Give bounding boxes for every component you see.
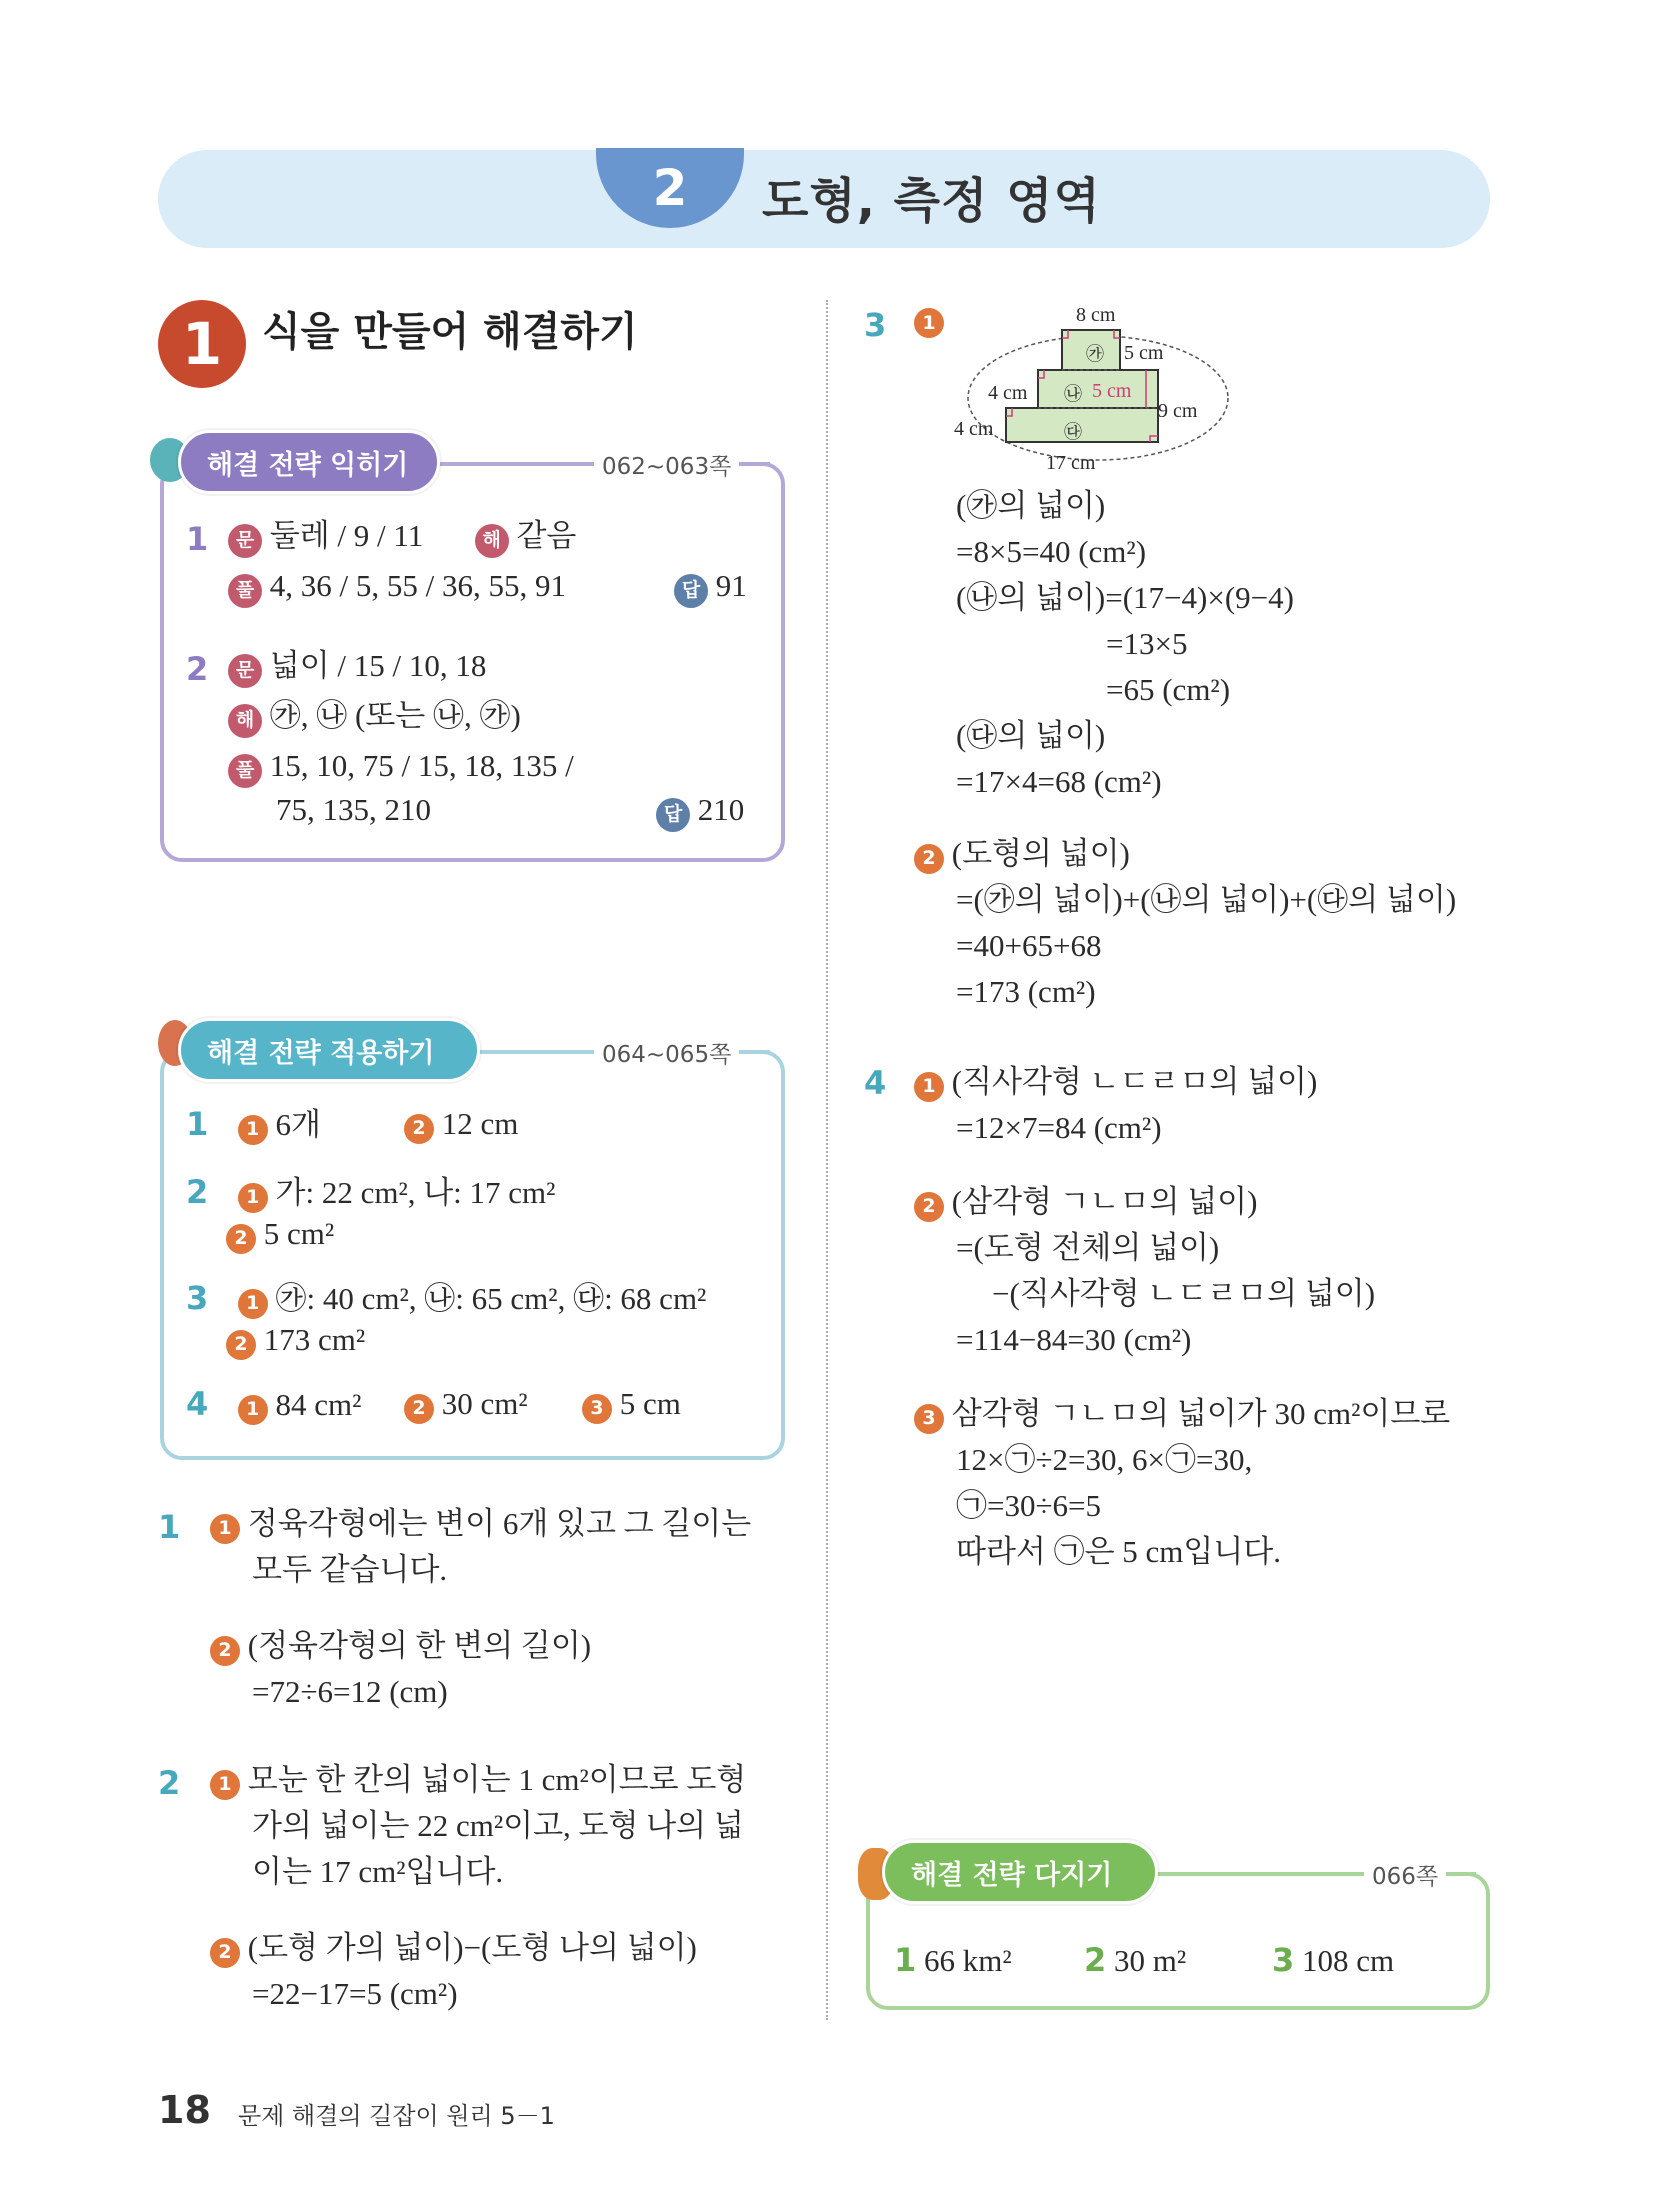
answer-row (186, 1173, 556, 1213)
answer-row (228, 750, 574, 788)
step-number: 1 (238, 1183, 268, 1213)
step-number: 2 (404, 1114, 434, 1144)
solution-text: (삼각형 ㄱㄴㅁ의 넓이) (951, 1184, 1258, 1219)
answer-row (226, 1324, 365, 1360)
answer-row (186, 1105, 321, 1145)
region-label: ㉯ (1064, 384, 1082, 405)
box-label: 해결 전략 적용하기 (178, 1018, 480, 1082)
answer-row (228, 700, 521, 738)
answer-row (404, 1388, 528, 1424)
answer-text: ㉮: 40 cm², ㉯: 65 cm², ㉰: 68 cm² (275, 1281, 707, 1316)
step-number: 1 (210, 1514, 240, 1544)
answer-row (186, 650, 208, 688)
answer-text: ㉮, ㉯ (또는 ㉯, ㉮) (269, 698, 521, 733)
solution-number: 4 (864, 1064, 887, 1102)
chapter-number: 2 (596, 148, 744, 228)
answer-row (1084, 1941, 1187, 1979)
region-label: ㉰ (1064, 422, 1082, 443)
work-tag: 풀 (228, 754, 262, 788)
question-tag: 문 (228, 654, 262, 688)
solution-line (914, 838, 1130, 874)
step-number: 3 (914, 1404, 944, 1434)
question-number: 3 (186, 1279, 209, 1317)
answer-text: 같음 (516, 518, 577, 553)
box-label: 해결 전략 익히기 (178, 430, 440, 494)
answer-text: 5 cm² (263, 1216, 335, 1251)
answer-text: 가: 22 cm², 나: 17 cm² (275, 1175, 556, 1210)
question-number: 1 (186, 520, 209, 558)
question-number: 2 (186, 1173, 209, 1211)
step-number: 2 (226, 1330, 256, 1360)
step-number: 1 (238, 1395, 268, 1425)
answer-text: 84 cm² (275, 1387, 362, 1422)
answer-row (228, 570, 566, 608)
solution-text: (㉯의 넓이)=(17−4)×(9−4) (956, 580, 1294, 615)
section-number: 1 (158, 300, 246, 388)
section-title: 식을 만들어 해결하기 (262, 309, 638, 355)
answer-row (1272, 1941, 1395, 1979)
solution-text: (직사각형 ㄴㄷㄹㅁ의 넓이) (951, 1064, 1318, 1099)
answer-row (228, 520, 576, 558)
question-number: 2 (186, 650, 209, 688)
solution-text: =72÷6=12 (cm) (252, 1674, 448, 1709)
solution-text: (정육각형의 한 변의 길이) (247, 1628, 592, 1663)
solution-text: 정육각형에는 변이 6개 있고 그 길이는 (247, 1506, 752, 1541)
solution-line (914, 1398, 1450, 1434)
solve-tag: 해 (228, 704, 262, 738)
answer-row (894, 1941, 1012, 1979)
question-number: 2 (1084, 1941, 1107, 1979)
answer-text: 12 cm (441, 1106, 519, 1141)
solution-text: =(도형 전체의 넓이) (956, 1230, 1220, 1265)
dimension-label: 5 cm (1092, 380, 1132, 402)
page-reference: 064~065쪽 (594, 1036, 739, 1069)
step-number: 2 (914, 844, 944, 874)
solution-text: ㉠=30÷6=5 (956, 1488, 1101, 1523)
step-number: 1 (914, 1072, 944, 1102)
step-number-wrap (914, 308, 944, 338)
solution-text: =8×5=40 (cm²) (956, 534, 1147, 569)
solution-line (914, 1186, 1257, 1222)
answer-text: 4, 36 / 5, 55 / 36, 55, 91 (269, 568, 566, 603)
solution-text: =173 (cm²) (956, 974, 1096, 1009)
page-reference: 062~063쪽 (594, 448, 739, 481)
column-divider (826, 300, 828, 2020)
dimension-label: 9 cm (1158, 400, 1198, 422)
answer-text: 넓이 / 15 / 10, 18 (269, 648, 487, 683)
solution-text: −(직사각형 ㄴㄷㄹㅁ의 넓이) (992, 1276, 1376, 1311)
solution-text: 삼각형 ㄱㄴㅁ의 넓이가 30 cm²이므로 (951, 1396, 1451, 1431)
solution-text: 모두 같습니다. (252, 1552, 448, 1587)
solution-number: 1 (158, 1508, 181, 1546)
answer-text: 6개 (275, 1107, 321, 1142)
answer-row (656, 794, 744, 832)
step-number: 1 (210, 1770, 240, 1800)
solution-text: =65 (cm²) (1106, 672, 1231, 707)
answer-row (186, 1385, 362, 1425)
answer-row (404, 1108, 518, 1144)
solution-text: (도형의 넓이) (951, 836, 1130, 871)
answer-text: 210 (697, 792, 745, 827)
answer-text: 108 cm (1302, 1943, 1395, 1978)
question-number: 4 (186, 1385, 209, 1423)
step-number: 2 (210, 1636, 240, 1666)
answer-row (228, 650, 486, 688)
page-reference: 066쪽 (1364, 1858, 1446, 1891)
solution-text: =13×5 (1106, 626, 1188, 661)
step-number: 2 (404, 1394, 434, 1424)
step-number: 2 (226, 1224, 256, 1254)
answer-text: 91 (715, 568, 747, 603)
solution-line (210, 1508, 751, 1544)
solution-number: 2 (158, 1764, 181, 1802)
question-number: 1 (894, 1941, 917, 1979)
dimension-label: 8 cm (1076, 304, 1116, 326)
answer-text: 66 km² (924, 1943, 1012, 1978)
answer-row (186, 1279, 707, 1319)
solution-text: =40+65+68 (956, 928, 1102, 963)
dimension-label: 4 cm (988, 382, 1028, 404)
solution-line (210, 1764, 746, 1800)
solution-line (914, 1066, 1317, 1102)
answer-tag: 답 (674, 574, 708, 608)
answer-row (582, 1388, 681, 1424)
answer-text: 15, 10, 75 / 15, 18, 135 / (269, 748, 574, 783)
solution-text: (도형 가의 넓이)−(도형 나의 넓이) (247, 1930, 697, 1965)
book-title: 문제 해결의 길잡이 원리 5－1 (238, 2102, 555, 2130)
answer-row (186, 520, 208, 558)
step-number: 1 (238, 1115, 268, 1145)
answer-text: 30 cm² (441, 1386, 528, 1421)
step-number: 1 (238, 1289, 268, 1319)
solution-text: =22−17=5 (cm²) (252, 1976, 458, 2011)
dimension-label: 4 cm (954, 418, 994, 440)
step-number: 3 (582, 1394, 612, 1424)
answer-text: 5 cm (619, 1386, 681, 1421)
solution-text: =17×4=68 (cm²) (956, 764, 1162, 799)
solution-text: =114−84=30 (cm²) (956, 1322, 1192, 1357)
question-tag: 문 (228, 524, 262, 558)
page-number: 18 (158, 2088, 211, 2132)
solution-text: =12×7=84 (cm²) (956, 1110, 1162, 1145)
step-number: 2 (210, 1938, 240, 1968)
question-number: 3 (1272, 1941, 1295, 1979)
box-label: 해결 전략 다지기 (882, 1840, 1158, 1904)
solution-text: =(㉮의 넓이)+(㉯의 넓이)+(㉰의 넓이) (956, 882, 1457, 917)
step-number: 1 (914, 308, 944, 338)
solution-text: (㉰의 넓이) (956, 718, 1106, 753)
solution-text: (㉮의 넓이) (956, 488, 1106, 523)
solution-text: 이는 17 cm²입니다. (252, 1854, 504, 1889)
solution-text: 가의 넓이는 22 cm²이고, 도형 나의 넓 (252, 1808, 744, 1843)
dimension-label: 17 cm (1046, 452, 1096, 474)
solution-text: 따라서 ㉠은 5 cm입니다. (956, 1534, 1281, 1569)
answer-row (674, 570, 747, 608)
work-tag: 풀 (228, 574, 262, 608)
answer-text: 30 m² (1114, 1943, 1187, 1978)
answer-text: 둘레 / 9 / 11 (269, 518, 424, 553)
answer-text: 173 cm² (263, 1322, 366, 1357)
answer-tag: 답 (656, 798, 690, 832)
step-number: 2 (914, 1192, 944, 1222)
chapter-title: 도형, 측정 영역 (762, 173, 1101, 229)
solution-line (210, 1932, 697, 1968)
solution-number: 3 (864, 306, 887, 344)
solution-text: 12×㉠÷2=30, 6×㉠=30, (956, 1442, 1253, 1477)
answer-text: 75, 135, 210 (276, 792, 431, 827)
answer-row (226, 1218, 334, 1254)
solve-tag: 해 (475, 524, 509, 558)
solution-line (210, 1630, 591, 1666)
question-number: 1 (186, 1105, 209, 1143)
region-label: ㉮ (1086, 344, 1104, 365)
solution-text: 모눈 한 칸의 넓이는 1 cm²이므로 도형 (247, 1762, 747, 1797)
dimension-label: 5 cm (1124, 342, 1164, 364)
